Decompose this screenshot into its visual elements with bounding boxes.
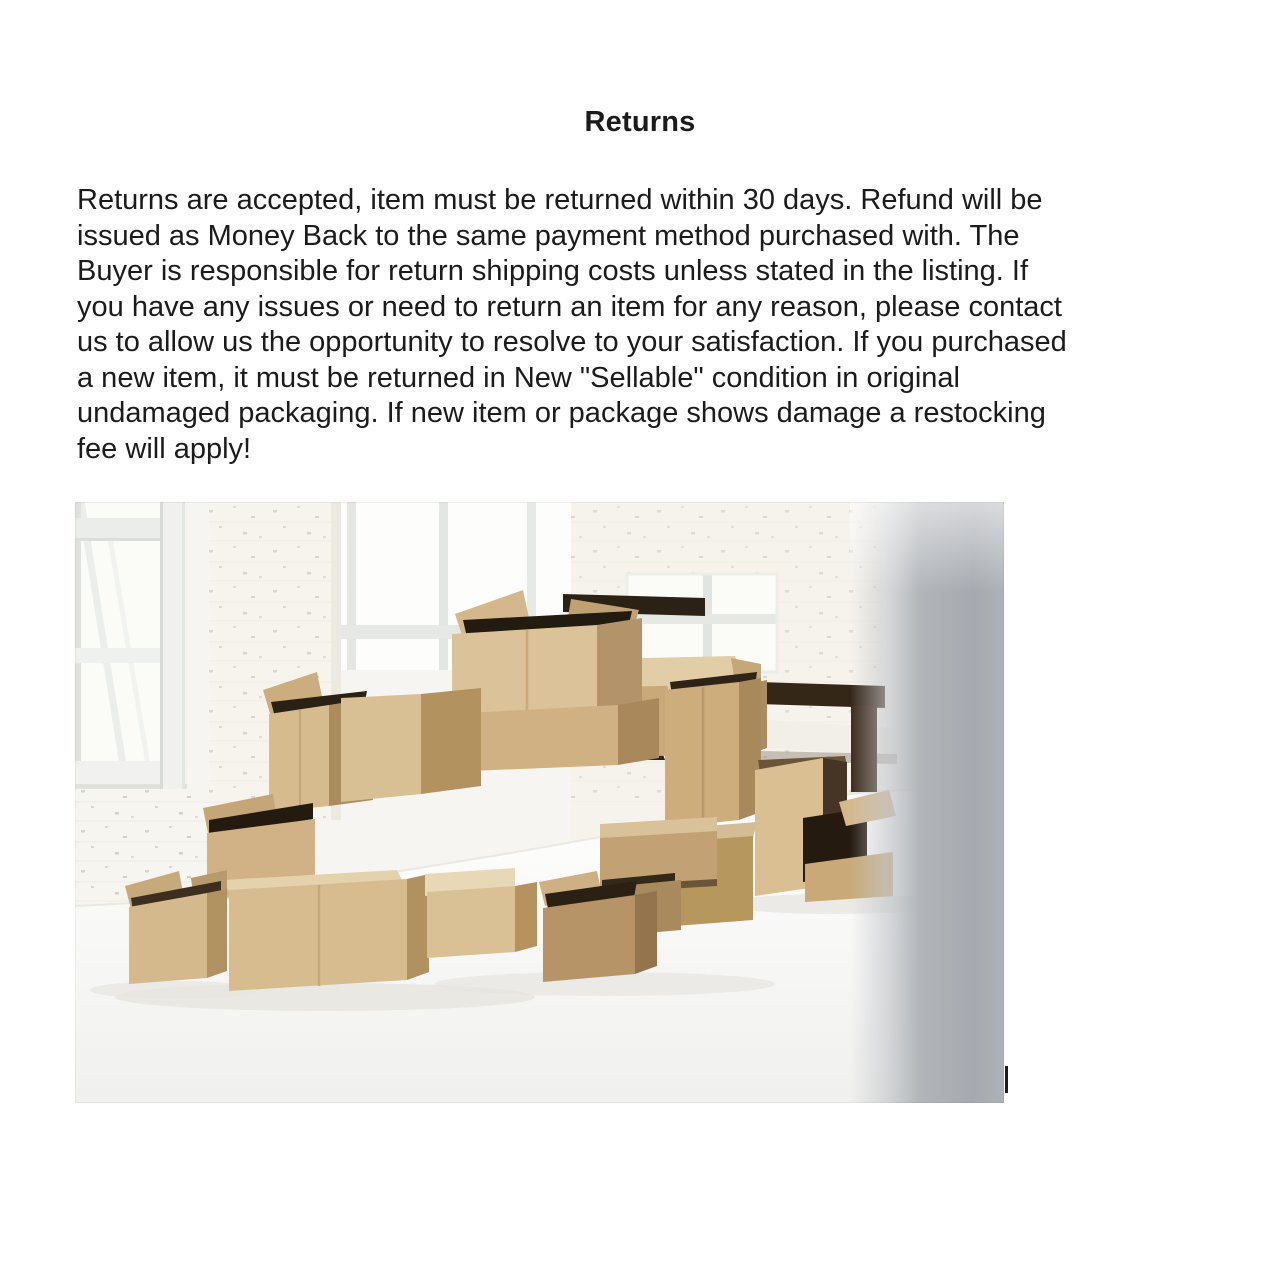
cardboard-boxes-photo [75,502,1004,1103]
policy-line: issued as Money Back to the same payment method purchased with. The [77,219,1020,252]
page-title: Returns [584,106,696,138]
policy-line: Returns are accepted, item must be returned within 30 days. Refund will be [77,184,1043,216]
policy-line: Buyer is responsible for return shipping costs unless stated in the listing. If [77,255,1029,287]
text-caret [1005,1066,1008,1093]
gray-blur-overlay [850,502,1004,1103]
returns-policy-paragraph [77,183,1067,467]
policy-line: us to allow us the opportunity to resolve to your satisfaction. If you purchased [77,326,1067,358]
policy-line: you have any issues or need to return an item for any reason, please contact [77,290,1062,323]
policy-line: a new item, it must be returned in New "Sellable" condition in original [77,361,960,394]
policy-line: fee will apply! [77,432,252,465]
policy-line: undamaged packaging. If new item or package shows damage a restocking [77,397,1046,429]
